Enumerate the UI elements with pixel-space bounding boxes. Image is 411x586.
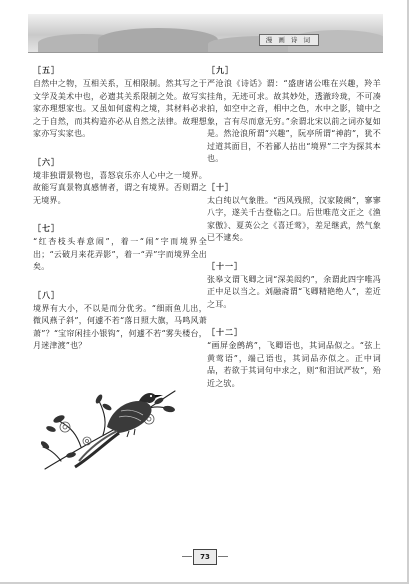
section — [207, 326, 381, 390]
banner-landscape — [98, 28, 218, 52]
section-text: “画屏金鹧鸪”，飞卿语也，其词品似之。“弦上黄莺语”，端己语也，其词品亦似之。正中词品，若欲于其词句中求之，则“和泪试严妆”，殆近之欤。 — [207, 341, 381, 388]
header-title: 漫 画 诗 词 — [259, 34, 319, 46]
section-text: 境非独谓景物也，喜怒哀乐亦人心中之一境界。故能写真景物真感情者，谓之有境界。否则谓之无境界。 — [33, 170, 207, 205]
section-title: ［六］ — [33, 156, 60, 167]
section — [207, 260, 381, 312]
section-title: ［十］ — [207, 181, 234, 192]
section-text: 自然中之物，互相关系，互相限制。然其写之于文学及美术中也，必遗其关系限制之处。故写实家亦理想家也。又虽如何虚构之境，其材料必求之于自然，而其构造亦必从自然之法律。故理想家亦写实家也。 — [33, 79, 207, 138]
section-text: 太白纯以气象胜。“西风残照，汉家陵阙”，寥寥八字，遂关千古登临之口。后世唯范文正之《渔家傲》、夏英公之《喜迁莺》，差足继武，然气象已不逮矣。 — [207, 195, 381, 242]
section — [33, 64, 207, 141]
section-title: ［五］ — [33, 65, 60, 75]
left-column — [33, 64, 207, 479]
section-title: ［十一］ — [207, 260, 243, 271]
header-banner — [28, 14, 383, 53]
section — [207, 64, 381, 166]
section — [33, 289, 207, 353]
bird-on-branch-illustration — [41, 357, 181, 475]
section-text: 境界有大小，不以是而分优劣。“细雨鱼儿出，微风燕子斜”，何遽不若“落日照大旗，马鸣风萧萧”？“宝帘闲挂小银钩”，何遽不若“雾失楼台，月迷津渡”也？ — [33, 303, 207, 350]
section-text: “红杏枝头春意闹”，着一“闹”字而境界全出；“云破月来花弄影”，着一“弄”字而境界全出矣。 — [33, 237, 207, 271]
section — [33, 156, 207, 208]
right-column — [207, 64, 381, 405]
section-title: ［十二］ — [207, 327, 243, 337]
section-title: ［九］ — [207, 65, 234, 75]
section-text: 张皋文谓飞卿之词“深美闳约”，余谓此四字唯冯正中足以当之。刘融斋谓“飞卿精艳绝人”，差近之耳。 — [207, 274, 381, 309]
section-title: ［八］ — [33, 289, 60, 300]
section-text: 严沧浪《诗话》谓：“盛唐诸公唯在兴趣，羚羊挂角，无迹可求。故其妙处，透澈玲珑，不可凑拍，如空中之音，相中之色，水中之影，镜中之象，言有尽而意无穷。”余谓北宋以前之词亦复如是。然沧浪所谓“兴趣”，阮亭所谓“神韵”，犹不过道其面目，不若鄙人拈出“境界”二字为探其本也。 — [207, 79, 381, 163]
section — [33, 222, 207, 274]
page-number: 73 — [193, 549, 217, 565]
section — [207, 181, 381, 245]
section-title: ［七］ — [33, 223, 60, 233]
